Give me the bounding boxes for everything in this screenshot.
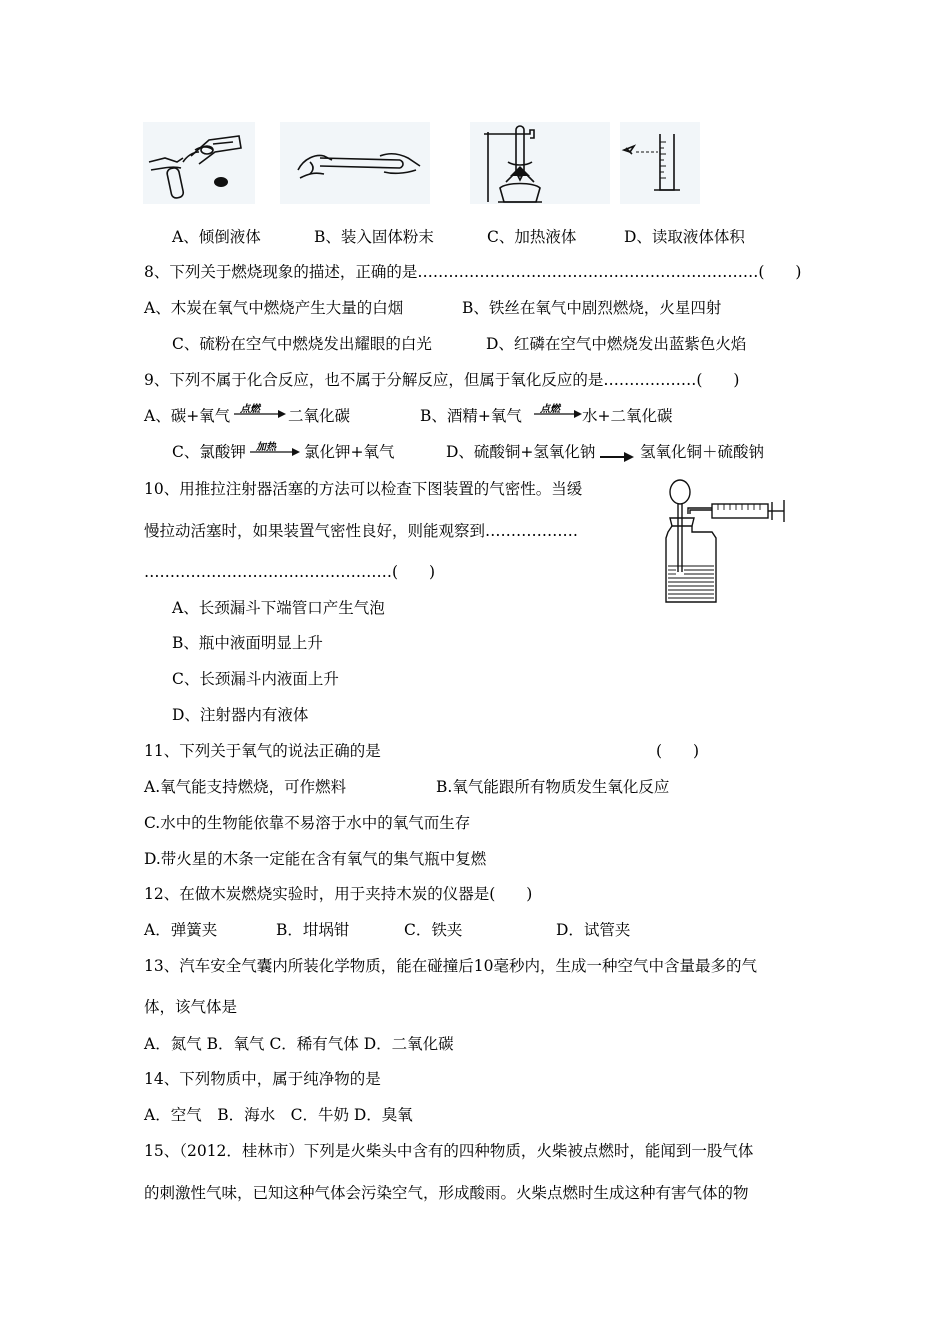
q9-option-d-arrow <box>600 450 634 464</box>
q7-option-c: C、加热液体 <box>487 228 577 246</box>
q9-option-b-condition: 点燃 <box>540 404 560 415</box>
q13-stem-line2: 体，该气体是 <box>144 998 238 1016</box>
q12-option-a: A．弹簧夹 <box>144 921 218 939</box>
q10-option-b: B、瓶中液面明显上升 <box>172 634 323 652</box>
q11-option-b: B.氧气能跟所有物质发生氧化反应 <box>436 778 670 796</box>
q9-option-c-reactants: C、氯酸钾 <box>172 443 246 461</box>
q9-option-a-condition: 点燃 <box>240 404 260 415</box>
q11-answer-paren: ( ) <box>656 742 700 760</box>
reading-volume-figure <box>620 122 700 204</box>
q10-option-a: A、长颈漏斗下端管口产生气泡 <box>172 599 385 617</box>
q10-stem-line1: 10、用推拉注射器活塞的方法可以检查下图装置的气密性。当缓 <box>144 480 583 498</box>
q10-stem-line3: …………………………………………( ) <box>144 563 436 581</box>
syringe-apparatus-figure <box>660 474 796 608</box>
q12-option-d: D．试管夹 <box>556 921 631 939</box>
q7-option-a: A、倾倒液体 <box>172 228 261 246</box>
q12-option-b: B．坩埚钳 <box>276 921 350 939</box>
q11-option-c: C.水中的生物能依靠不易溶于水中的氧气而生存 <box>144 814 471 832</box>
q7-option-b: B、装入固体粉末 <box>314 228 434 246</box>
q11-option-d: D.带火星的木条一定能在含有氧气的集气瓶中复燃 <box>144 850 487 868</box>
q14-options: A．空气 B．海水 C．牛奶 D．臭氧 <box>144 1106 413 1124</box>
q14-stem: 14、下列物质中，属于纯净物的是 <box>144 1070 381 1088</box>
q10-stem-line2: 慢拉动活塞时，如果装置气密性良好，则能观察到……………… <box>144 522 579 540</box>
q9-option-a-product: 二氧化碳 <box>288 407 351 425</box>
q10-option-d: D、注射器内有液体 <box>172 706 309 724</box>
q13-stem-line1: 13、汽车安全气囊内所装化学物质，能在碰撞后10毫秒内，生成一种空气中含量最多的气 <box>144 957 757 975</box>
q10-option-c: C、长颈漏斗内液面上升 <box>172 670 339 688</box>
q15-stem-line2: 的刺激性气味，已知这种气体会污染空气，形成酸雨。火柴点燃时生成这种有害气体的物 <box>144 1184 749 1202</box>
q8-option-b: B、铁丝在氧气中剧烈燃烧，火星四射 <box>462 299 722 317</box>
q8-stem: 8、下列关于燃烧现象的描述，正确的是…………………………………………………………( ) <box>144 263 802 281</box>
q9-option-b-reactants: B、酒精+氧气 <box>420 407 522 425</box>
q9-option-c-arrow <box>250 446 300 458</box>
q8-option-c: C、硫粉在空气中燃烧发出耀眼的白光 <box>172 335 432 353</box>
q9-stem: 9、下列不属于化合反应，也不属于分解反应，但属于氧化反应的是………………( ) <box>144 371 740 389</box>
q12-option-c: C．铁夹 <box>404 921 463 939</box>
q9-option-b-product: 水+二氧化碳 <box>582 407 673 425</box>
pouring-liquid-figure <box>143 122 255 204</box>
adding-powder-figure <box>280 122 430 204</box>
q9-option-c-product: 氯化钾+氧气 <box>304 443 395 461</box>
heating-liquid-figure <box>470 122 610 204</box>
q9-option-d-reactants: D、硫酸铜+氢氧化钠 <box>446 443 596 461</box>
q9-option-a-arrow <box>234 408 286 420</box>
q13-options: A．氮气 B．氧气 C．稀有气体 D．二氧化碳 <box>144 1035 454 1053</box>
q7-option-d: D、读取液体体积 <box>624 228 745 246</box>
q9-option-b-arrow <box>534 408 582 420</box>
q8-option-d: D、红磷在空气中燃烧发出蓝紫色火焰 <box>486 335 747 353</box>
q9-option-d-product: 氢氧化铜＋硫酸钠 <box>640 443 765 461</box>
q11-option-a: A.氧气能支持燃烧，可作燃料 <box>144 778 347 796</box>
q9-option-a-reactants: A、碳+氧气 <box>144 407 231 425</box>
q11-stem: 11、下列关于氧气的说法正确的是 <box>144 742 381 760</box>
q8-option-a: A、木炭在氧气中燃烧产生大量的白烟 <box>144 299 404 317</box>
q15-stem-line1: 15、（2012．桂林市）下列是火柴头中含有的四种物质，火柴被点燃时，能闻到一股气体 <box>144 1142 754 1160</box>
q9-option-c-condition: 加热 <box>256 442 276 453</box>
q12-stem: 12、在做木炭燃烧实验时，用于夹持木炭的仪器是( ) <box>144 885 533 903</box>
